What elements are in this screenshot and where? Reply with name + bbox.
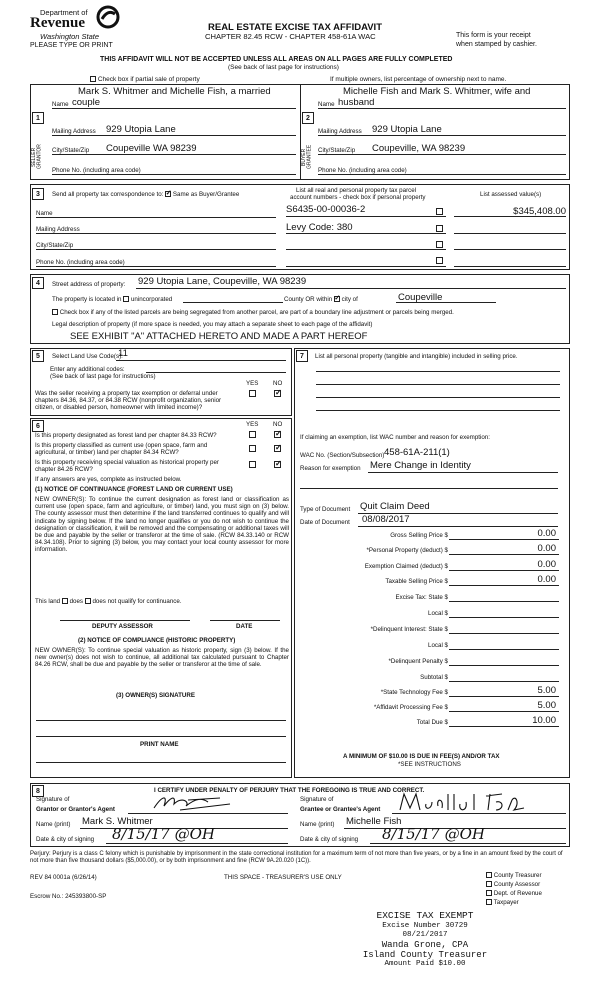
- calc-label: Taxable Selling Price $: [385, 578, 448, 585]
- notice1-title: (1) NOTICE OF CONTINUANCE (FOREST LAND OR CURRENT USE): [35, 486, 233, 493]
- see-instructions: *SEE INSTRUCTIONS: [398, 761, 461, 768]
- q-forest-land: Is this property designated as forest land per chapter 84.33 RCW?: [35, 432, 217, 439]
- segregated-label: Check box if any of the listed parcels are being segregated from another parcel, are part of a boundary line adjustment or parcels being merged.: [59, 309, 454, 316]
- receipt-note-1: This form is your receipt: [456, 32, 531, 39]
- buyer-name-line1: Michelle Fish and Mark S. Whitmer, wife and: [343, 86, 531, 97]
- grantor-date-city: 8/15/17 @OH: [112, 825, 215, 843]
- notice2-text: NEW OWNER(S): To continue special valuation as historic property, sign (3) below. If the new owner(s) does not wish to continue, all additional tax calculated pursuant to Chapter 84.26 RCW, shall be due and payable by the seller or transferor at the time of sale.: [35, 647, 289, 669]
- grantee-date-label: Date & city of signing: [300, 836, 359, 843]
- seller-name-line1: Mark S. Whitmer and Michelle Fish, a married: [78, 86, 271, 97]
- parcel-4-checkbox[interactable]: [436, 257, 443, 264]
- stamp-line3: 08/21/2017: [402, 931, 448, 939]
- grantee-sig-of: Signature of: [300, 796, 334, 803]
- does-label: does: [69, 598, 83, 605]
- seller-mailing-label: Mailing Address: [52, 128, 96, 135]
- warning-text: THIS AFFIDAVIT WILL NOT BE ACCEPTED UNLESS ALL AREAS ON ALL PAGES ARE FULLY COMPLETED: [100, 56, 453, 63]
- s3-phone-label: Phone No. (including area code): [36, 259, 125, 266]
- buyer-phone-label: Phone No. (including area code): [318, 167, 407, 174]
- grantee-agent-label: Grantee or Grantee's Agent: [300, 806, 381, 813]
- buyer-mailing-label: Mailing Address: [318, 128, 362, 135]
- property-city: Coupeville: [398, 292, 443, 303]
- exemption-question: Was the seller receiving a property tax exemption or deferral under chapters 84.36, 84.37, or 84.38 RCW (nonprofit organization, senior citizen, or disabled person, homeowner with limited income)?: [35, 390, 222, 411]
- seller-name-label: Name: [52, 101, 69, 108]
- seller-side-label: SELLER GRANTOR: [31, 144, 43, 170]
- s6-yes-header: YES: [246, 421, 259, 428]
- calc-label: *Delinquent Penalty $: [388, 658, 448, 665]
- calc-label: *Personal Property (deduct) $: [366, 547, 448, 554]
- grantor-agent-label: Grantor or Grantor's Agent: [36, 806, 115, 813]
- dist-checkbox[interactable]: [486, 899, 492, 905]
- historic-yes-checkbox[interactable]: [249, 461, 256, 468]
- located-label: The property is located in: [52, 296, 122, 303]
- multiple-owners-note: If multiple owners, list percentage of ownership next to name.: [330, 76, 507, 83]
- section-6-number: 6: [32, 420, 44, 432]
- grantor-name-print-label: Name (print): [36, 821, 71, 828]
- calc-label: Gross Selling Price $: [390, 532, 448, 539]
- stamp-line1: EXCISE TAX EXEMPT: [376, 910, 474, 921]
- treasurer-space: THIS SPACE - TREASURER'S USE ONLY: [224, 874, 342, 881]
- section-3-number: 3: [32, 188, 44, 200]
- calc-value: 0.00: [537, 559, 556, 570]
- notice2-title: (2) NOTICE OF COMPLIANCE (HISTORIC PROPERTY): [78, 637, 236, 644]
- grantor-name-print: Mark S. Whitmer: [82, 816, 153, 827]
- stamp-line2: Excise Number 30729: [382, 922, 468, 930]
- s3-city-label: City/State/Zip: [36, 242, 74, 249]
- dist-taxpayer: Taxpayer: [486, 899, 519, 906]
- section-2-number: 2: [302, 112, 314, 124]
- dist-county-treasurer: County Treasurer: [486, 872, 542, 879]
- doc-type-label: Type of Document: [300, 506, 351, 513]
- historic-no-checkbox[interactable]: [274, 461, 281, 468]
- partial-sale-label: Check box if partial sale of property: [97, 76, 200, 83]
- parcel-1: S6435-00-00036-2: [286, 204, 366, 215]
- additional-codes-label: Enter any additional codes:: [50, 366, 125, 373]
- calc-label: Total Due $: [416, 719, 448, 726]
- certify-text: I CERTIFY UNDER PENALTY OF PERJURY THAT THE FOREGOING IS TRUE AND CORRECT.: [154, 787, 425, 794]
- rev-number: REV 84 0001a (6/26/14): [30, 874, 97, 881]
- logo-line2: Revenue: [30, 15, 85, 31]
- assessor-date-label: DATE: [236, 623, 253, 630]
- dist-county-assessor: County Assessor: [486, 881, 540, 888]
- reason-label: Reason for exemption: [300, 465, 361, 472]
- parcel-3-checkbox[interactable]: [436, 241, 443, 248]
- calc-value: 0.00: [537, 528, 556, 539]
- buyer-mailing: 929 Utopia Lane: [372, 124, 442, 135]
- see-back: (See back of last page for instructions): [228, 64, 339, 71]
- parcel-1-checkbox[interactable]: [436, 208, 443, 215]
- calc-label: *Delinquent Interest: State $: [370, 626, 448, 633]
- same-as-buyer-checkbox[interactable]: [165, 191, 171, 197]
- buyer-city-label: City/State/Zip: [318, 147, 356, 154]
- type-instruction: PLEASE TYPE OR PRINT: [30, 42, 113, 49]
- segregated-checkbox[interactable]: [52, 309, 58, 315]
- does-qualify-checkbox[interactable]: [62, 598, 68, 604]
- wac-intro: If claiming an exemption, list WAC number and reason for exemption:: [300, 434, 490, 441]
- doc-date: 08/08/2017: [362, 514, 410, 525]
- forest-no-checkbox[interactable]: [274, 431, 281, 438]
- parcel-header-1: List all real and personal property tax parcel: [296, 187, 417, 194]
- calc-label: Local $: [428, 610, 448, 617]
- street-address: 929 Utopia Lane, Coupeville, WA 98239: [138, 276, 307, 287]
- s6-no-header: NO: [273, 421, 283, 428]
- seller-city: Coupeville WA 98239: [106, 143, 197, 154]
- minimum-note: A MINIMUM OF $10.00 IS DUE IN FEE(S) AND/OR TAX: [343, 753, 500, 760]
- doc-date-label: Date of Document: [300, 519, 350, 526]
- form-chapters: CHAPTER 82.45 RCW - CHAPTER 458-61A WAC: [205, 32, 376, 41]
- logo-line1: Department of: [40, 8, 88, 17]
- does-not-label: does not qualify for continuance.: [92, 598, 182, 605]
- additional-codes-note: (See back of last page for instructions): [50, 373, 156, 380]
- if-yes-note: If any answers are yes, complete as instructed below.: [35, 476, 182, 483]
- section-4-number: 4: [32, 277, 44, 289]
- perjury-notice: Perjury: Perjury is a class C felony which is punishable by imprisonment in the state correctional institution for a maximum term of not more than five years, or by a fine in an amount fixed by the court of not more than five thousand dollars ($5,000.00), or by both imprisonment and fine (RCW 9A.20.020 (1C)).: [30, 851, 563, 864]
- section-1-number: 1: [32, 112, 44, 124]
- dist-checkbox[interactable]: [486, 890, 492, 896]
- grantor-date-label: Date & city of signing: [36, 836, 95, 843]
- county-or-label: County OR within: [284, 296, 333, 303]
- receipt-note-2: when stamped by cashier.: [456, 41, 537, 48]
- calc-value: 0.00: [537, 574, 556, 585]
- legal-desc-label: Legal description of property (if more space is needed, you may attach a separate sheet to each page of the affidavit): [52, 321, 373, 328]
- unincorporated-label: unincorporated: [130, 296, 173, 303]
- total-due-value: 10.00: [532, 715, 556, 726]
- current-use-yes-checkbox[interactable]: [249, 445, 256, 452]
- partial-sale-checkbox[interactable]: [90, 76, 96, 82]
- parcel-2-checkbox[interactable]: [436, 225, 443, 232]
- calc-label: *State Technology Fee $: [380, 689, 448, 696]
- buyer-name-line2: husband: [338, 97, 375, 108]
- same-as-label: Same as Buyer/Grantee: [172, 191, 240, 198]
- seller-phone-label: Phone No. (including area code): [52, 167, 141, 174]
- section-7-number: 7: [296, 350, 308, 362]
- dist-dept-revenue: Dept. of Revenue: [486, 890, 542, 897]
- parcel-header-2: account numbers - check box if personal property: [290, 194, 426, 201]
- value-header: List assessed value(s): [480, 191, 542, 198]
- calc-value: 5.00: [537, 685, 556, 696]
- grantee-name-print-label: Name (print): [300, 821, 335, 828]
- s3-name-label: Name: [36, 210, 53, 217]
- calc-label: Subtotal $: [420, 674, 448, 681]
- land-use-label: Select Land Use Code(s):: [52, 353, 123, 360]
- wac-label: WAC No. (Section/Subsection): [300, 452, 385, 459]
- qualify-row: [35, 598, 182, 605]
- doc-type: Quit Claim Deed: [360, 501, 430, 512]
- grantee-date-city: 8/15/17 @OH: [382, 825, 485, 843]
- grantee-signature: [396, 790, 536, 814]
- city-of-label: city of: [341, 296, 358, 303]
- notice1-text: NEW OWNER(S): To continue the current designation as forest land or classification as current use (open space, farm and agriculture, or timber) land, you must sign on (3) below. The county assessor must then determine if the land transferred continues to qualify and will indicate by signing below. If the land no longer qualifies or you do not wish to continue the designation or classification, it will be removed and the compensating or additional taxes will be due and payable by the seller or transferor at the time of sale. (RCW 84.33.140 or RCW 84.34.108). Prior to signing (3) below, you may contact your local county assessor for more information.: [35, 496, 289, 554]
- unincorporated-checkbox[interactable]: [123, 296, 129, 302]
- located-row: [52, 296, 172, 303]
- land-use-code: 11: [118, 348, 128, 359]
- buyer-side-label: BUYER GRANTEE: [301, 144, 313, 170]
- calc-label: Excise Tax: State $: [395, 594, 448, 601]
- form-title: REAL ESTATE EXCISE TAX AFFIDAVIT: [208, 22, 383, 33]
- dist-checkbox[interactable]: [486, 872, 492, 878]
- city-checkbox[interactable]: [334, 296, 340, 302]
- forest-yes-checkbox[interactable]: [249, 431, 256, 438]
- stamp-line5: Island County Treasurer: [362, 950, 488, 960]
- deputy-assessor-label: DEPUTY ASSESSOR: [92, 623, 153, 630]
- seller-mailing: 929 Utopia Lane: [106, 124, 176, 135]
- grantee-name-print: Michelle Fish: [346, 816, 402, 827]
- stamp-line4: Wanda Grone, CPA: [381, 940, 469, 950]
- grantor-sig-of: Signature of: [36, 796, 70, 803]
- seller-city-label: City/State/Zip: [52, 147, 90, 154]
- s5-no-header: NO: [273, 380, 283, 387]
- calc-label: *Affidavit Processing Fee $: [373, 704, 448, 711]
- exemption-yes-checkbox[interactable]: [249, 390, 256, 397]
- exemption-no-checkbox[interactable]: [274, 390, 281, 397]
- send-correspondence-row: [52, 191, 239, 198]
- q-historic: Is this property receiving special valuation as historical property per chapter 84.26 RCW?: [35, 459, 219, 473]
- exhibit-text: SEE EXHIBIT "A" ATTACHED HERETO AND MADE A PART HEREOF: [70, 331, 368, 342]
- dor-emblem-icon: [96, 5, 120, 29]
- street-label: Street address of property:: [52, 281, 126, 288]
- logo-line3: Washington State: [40, 32, 100, 41]
- buyer-name-label: Name: [318, 101, 335, 108]
- wac-number: 458-61A-211(1): [384, 447, 450, 458]
- calc-value: 0.00: [537, 543, 556, 554]
- s3-mailing-label: Mailing Address: [36, 226, 80, 233]
- county-or-row: [284, 296, 358, 303]
- personal-property-label: List all personal property (tangible and intangible) included in selling price.: [315, 353, 518, 360]
- stamp-line6: Amount Paid $10.00: [384, 960, 466, 968]
- segregated-row: [52, 309, 454, 316]
- current-use-no-checkbox[interactable]: [274, 445, 281, 452]
- section-8-number: 8: [32, 785, 44, 797]
- calc-label: Local $: [428, 642, 448, 649]
- parcel-2: Levy Code: 380: [286, 222, 353, 233]
- grantor-signature: [150, 792, 240, 814]
- buyer-city: Coupeville, WA 98239: [372, 143, 466, 154]
- s5-yes-header: YES: [246, 380, 259, 387]
- dist-checkbox[interactable]: [486, 881, 492, 887]
- does-not-qualify-checkbox[interactable]: [85, 598, 91, 604]
- print-name-label: PRINT NAME: [140, 741, 179, 748]
- owner-signature-label: (3) OWNER(S) SIGNATURE: [116, 692, 195, 699]
- calc-label: Exemption Claimed (deduct) $: [364, 563, 448, 570]
- section-5-number: 5: [32, 350, 44, 362]
- partial-sale-row: [90, 76, 200, 83]
- send-label: Send all property tax correspondence to:: [52, 191, 164, 198]
- qualify-label: This land: [35, 598, 61, 605]
- seller-name-line2: couple: [72, 97, 100, 108]
- value-1: $345,408.00: [513, 206, 566, 217]
- exemption-reason: Mere Change in Identity: [370, 460, 471, 471]
- q-current-use: Is this property classified as current use (open space, farm and agricultural, or timber) land per chapter 84.34 RCW?: [35, 442, 208, 456]
- escrow-number: Escrow No.: 245393800-SP: [30, 893, 107, 900]
- calc-value: 5.00: [537, 700, 556, 711]
